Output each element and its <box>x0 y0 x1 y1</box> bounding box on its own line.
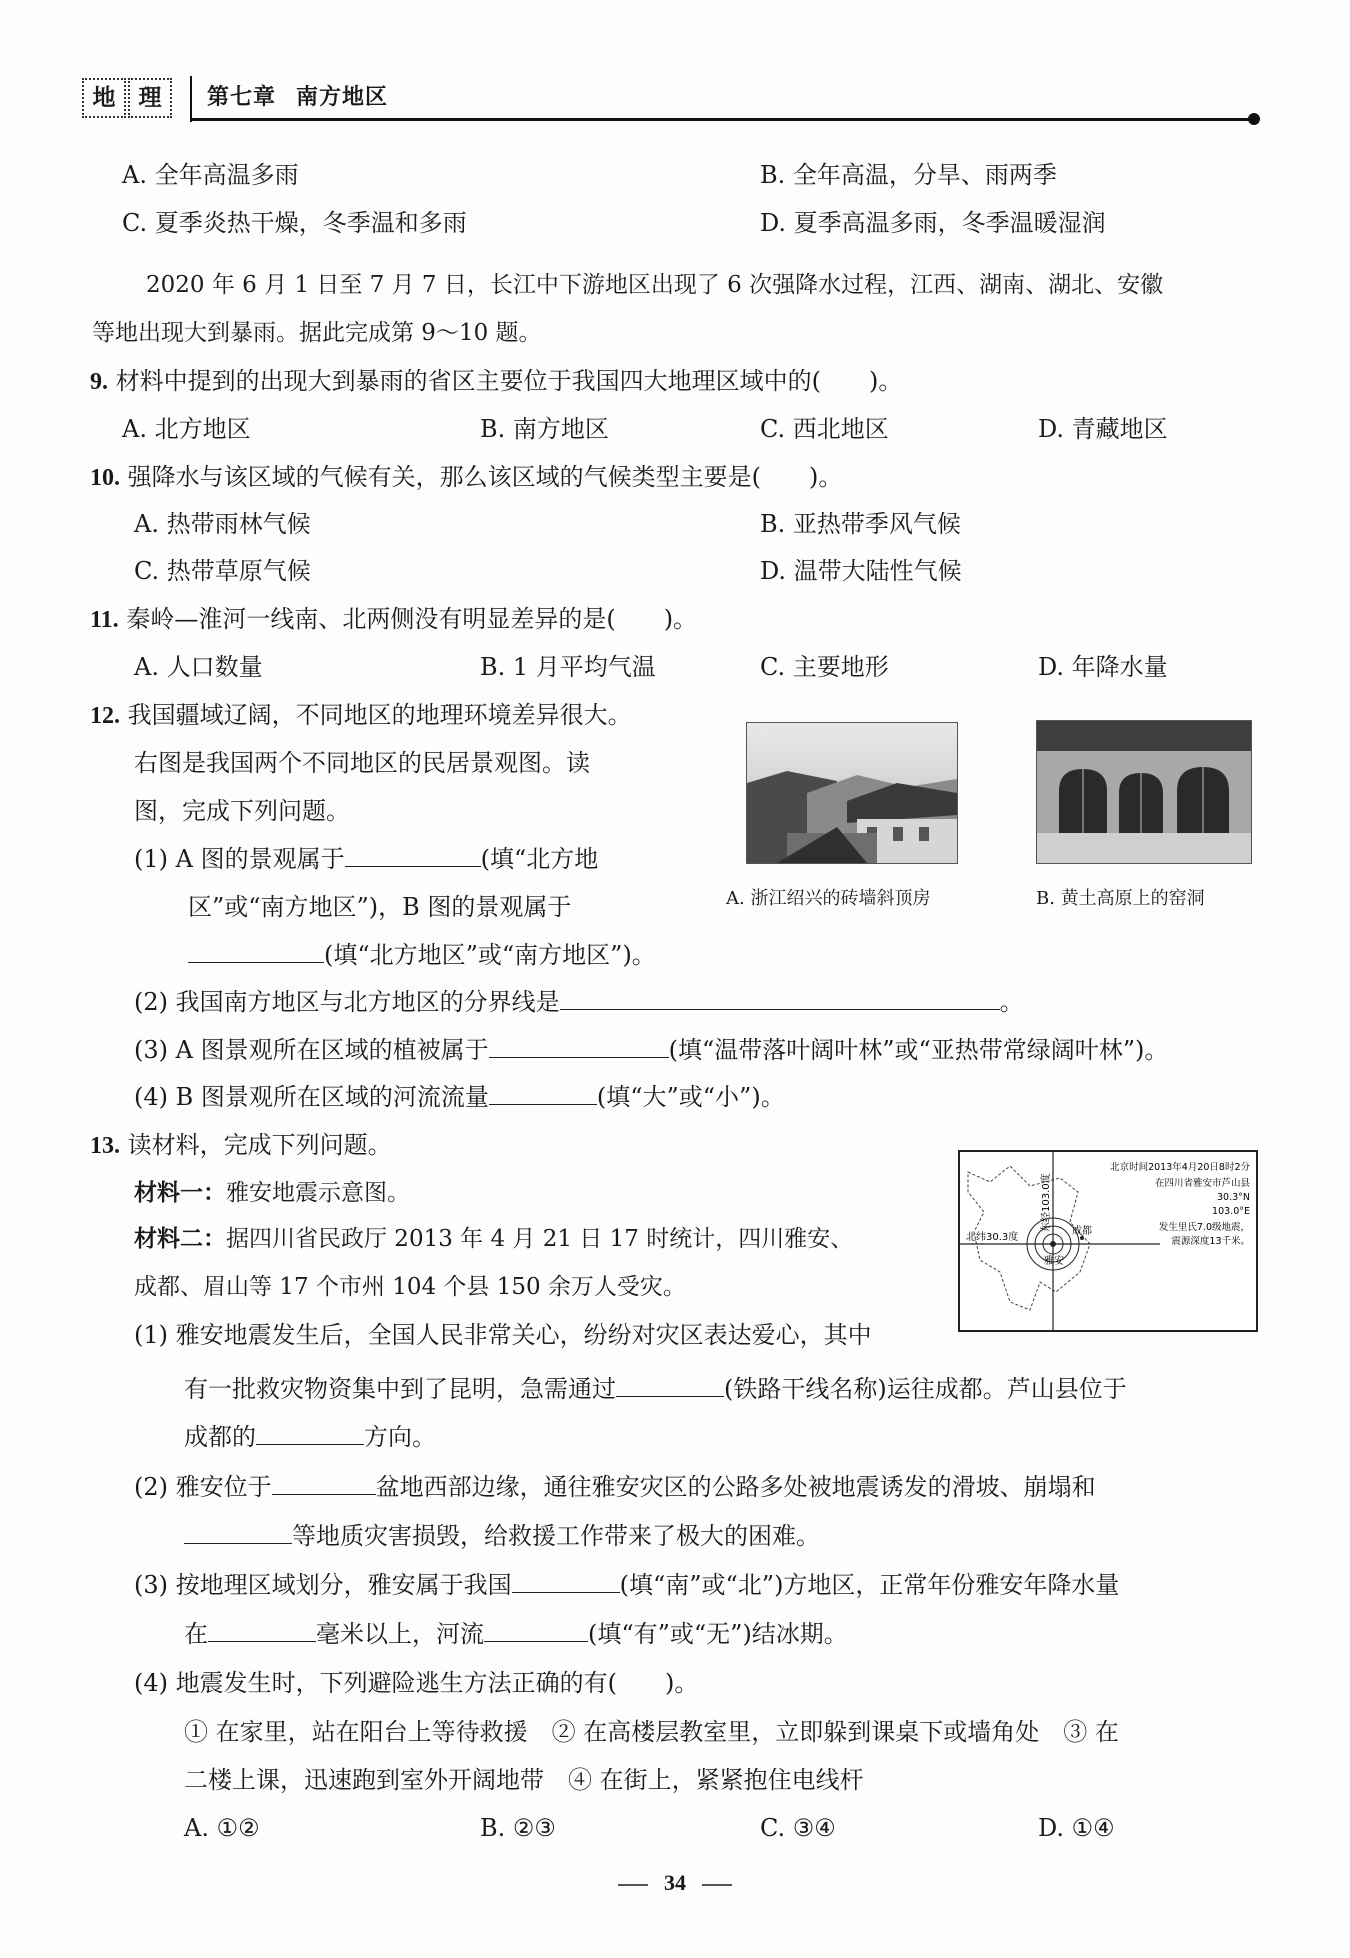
q9-option-b: B. 南方地区 <box>480 415 609 443</box>
q12-p1-label: (1) A 图的景观属于 <box>134 845 345 873</box>
photo-a-image <box>747 723 957 863</box>
q12-p1-hint-2: (填“北方地区”或“南方地区”)。 <box>324 941 656 969</box>
q13-text: 读材料，完成下列问题。 <box>127 1131 392 1159</box>
page-number <box>0 1870 1350 1896</box>
q13-p3-text-a: (3) 按地理区域划分，雅安属于我国 <box>134 1571 512 1599</box>
q12-part1-line2: 区”或“南方地区”)，B 图的景观属于 <box>188 893 572 921</box>
q12-p4-text: (4) B 图景观所在区域的河流流量 <box>134 1083 489 1111</box>
q13-part1-line3 <box>184 1420 436 1454</box>
q12-stem-1 <box>90 698 632 733</box>
q13-part3-line1 <box>134 1568 1119 1602</box>
q12-part4 <box>134 1080 785 1114</box>
q12-p4-hint: (填“大”或“小”)。 <box>596 1083 785 1111</box>
q12-p2-blank[interactable] <box>560 987 1000 1010</box>
subject-badge <box>82 78 174 118</box>
q8-option-d: D. 夏季高温多雨，冬季温暖湿润 <box>760 209 1106 237</box>
map-info-6: 震源深度13千米。 <box>1171 1236 1250 1247</box>
q13-material-1 <box>134 1176 410 1210</box>
q13-m1-text: 雅安地震示意图。 <box>226 1180 410 1206</box>
q12-part3 <box>134 1033 1168 1067</box>
q13-m2-text-a: 据四川省民政厅 2013 年 4 月 21 日 17 时统计，四川雅安、 <box>226 1226 854 1252</box>
q13-part4-stem: (4) 地震发生时，下列避险逃生方法正确的有( )。 <box>134 1669 699 1697</box>
q13-part3-line2 <box>184 1617 848 1651</box>
q13-p1-text-e: 方向。 <box>364 1423 436 1451</box>
q13-p1-blank-railway[interactable] <box>616 1374 724 1397</box>
q13-p1-text-d: 成都的 <box>184 1423 256 1451</box>
map-lon-label: 东经103.0度 <box>1041 1173 1052 1232</box>
q13-p2-blank-basin[interactable] <box>272 1472 376 1495</box>
q10-text: 强降水与该区域的气候有关，那么该区域的气候类型主要是( )。 <box>127 463 843 491</box>
page-header <box>82 72 1262 122</box>
map-info-3: 30.3°N <box>1216 1192 1250 1203</box>
subject-char-2: 理 <box>128 78 172 118</box>
q11-option-a: A. 人口数量 <box>134 653 263 681</box>
map-info-5: 发生里氏7.0级地震， <box>1158 1222 1250 1233</box>
q9-stem <box>90 364 902 399</box>
q13-option-b: B. ②③ <box>480 1814 556 1842</box>
q13-p1-text-b: 有一批救灾物资集中到了昆明，急需通过 <box>184 1375 616 1403</box>
q11-stem <box>90 602 697 637</box>
q13-p3-text-b: (填“南”或“北”)方地区，正常年份雅安年降水量 <box>619 1571 1120 1599</box>
q12-part1-line1 <box>134 842 598 876</box>
photo-b-caption: B. 黄土高原上的窑洞 <box>1036 888 1205 909</box>
q10-option-d: D. 温带大陆性气候 <box>760 557 962 585</box>
q13-p3-blank-rainfall[interactable] <box>208 1619 316 1642</box>
q12-part2 <box>134 985 1024 1019</box>
map-info-2: 在四川省雅安市芦山县 <box>1154 1178 1250 1189</box>
q13-m1-label: 材料一： <box>134 1179 226 1206</box>
photo-b-cave-dwellings <box>1036 720 1252 864</box>
q12-stem-3: 图，完成下列问题。 <box>134 797 350 825</box>
q10-stem <box>90 460 842 495</box>
q12-p1-blank-1[interactable] <box>345 844 481 867</box>
q8-option-c: C. 夏季炎热干燥，冬季温和多雨 <box>122 209 467 237</box>
material-line-1: 2020 年 6 月 1 日至 7 月 7 日，长江中下游地区出现了 6 次强降水过程，江西、湖南、湖北、安徽 <box>146 272 1164 298</box>
q12-part1-line3 <box>188 938 656 972</box>
q13-material-2 <box>134 1222 853 1256</box>
q9-number: 9. <box>90 369 108 395</box>
q9-option-d: D. 青藏地区 <box>1038 415 1168 443</box>
q9-option-c: C. 西北地区 <box>760 415 889 443</box>
page-number-text: 34 <box>664 1870 686 1895</box>
q13-part4-options-2: 二楼上课，迅速跑到室外开阔地带 ④ 在街上，紧紧抱住电线杆 <box>184 1766 864 1794</box>
q9-option-a: A. 北方地区 <box>122 415 251 443</box>
q11-number: 11. <box>90 607 119 633</box>
q12-p3-hint: (填“温带落叶阔叶林”或“亚热带常绿阔叶林”)。 <box>668 1036 1169 1064</box>
map-graphic <box>960 1152 1256 1330</box>
q12-p3-text: (3) A 图景观所在区域的植被属于 <box>134 1036 489 1064</box>
epicenter-dot <box>1050 1241 1056 1247</box>
q13-material-2-cont: 成都、眉山等 17 个市州 104 个县 150 余万人受灾。 <box>134 1274 686 1300</box>
q13-p2-text-a: (2) 雅安位于 <box>134 1473 272 1501</box>
q13-p1-blank-direction[interactable] <box>256 1422 364 1445</box>
map-lat-label: 北纬30.3度 <box>966 1232 1019 1243</box>
q8-option-b: B. 全年高温，分旱、雨两季 <box>760 161 1057 189</box>
header-rule <box>192 118 1252 121</box>
q10-number: 10. <box>90 465 120 491</box>
q12-p1-hint: (填“北方地 <box>480 845 599 873</box>
q10-option-c: C. 热带草原气候 <box>134 557 311 585</box>
q13-p1-text-c: (铁路干线名称)运往成都。芦山县位于 <box>724 1375 1127 1403</box>
subject-char-1: 地 <box>82 78 126 118</box>
q13-part2-line2 <box>184 1519 820 1553</box>
q12-stem-2: 右图是我国两个不同地区的民居景观图。读 <box>134 749 590 777</box>
q13-p2-text-c: 等地质灾害损毁，给救援工作带来了极大的困难。 <box>292 1522 820 1550</box>
q8-option-a: A. 全年高温多雨 <box>122 161 299 189</box>
page-number-dash-left <box>618 1884 648 1886</box>
q13-p3-blank-region[interactable] <box>512 1570 620 1593</box>
q10-option-a: A. 热带雨林气候 <box>134 510 311 538</box>
q13-p3-blank-freeze[interactable] <box>484 1619 588 1642</box>
q12-p2-end: 。 <box>999 988 1024 1016</box>
q11-option-c: C. 主要地形 <box>760 653 889 681</box>
map-info-4: 103.0°E <box>1212 1206 1250 1217</box>
q13-option-c: C. ③④ <box>760 1814 836 1842</box>
chapter-number: 第七章 <box>207 84 277 110</box>
q12-number: 12. <box>90 703 120 729</box>
q13-m2-label: 材料二： <box>134 1225 226 1252</box>
chapter-title <box>207 80 388 111</box>
q11-option-d: D. 年降水量 <box>1038 653 1168 681</box>
chapter-name: 南方地区 <box>296 84 389 110</box>
q13-p2-text-b: 盆地西部边缘，通往雅安灾区的公路多处被地震诱发的滑坡、崩塌和 <box>375 1473 1096 1501</box>
map-info-1: 北京时间2013年4月20日8时2分 <box>1110 1162 1250 1173</box>
q13-p3-text-d: 毫米以上，河流 <box>316 1620 484 1648</box>
header-divider <box>190 76 192 122</box>
map-city-chengdu: 成都 <box>1072 1226 1092 1237</box>
map-city-yaan: 雅安 <box>1044 1256 1064 1267</box>
photo-a-brick-houses <box>746 722 958 864</box>
q12-p4-blank[interactable] <box>489 1082 597 1105</box>
q11-option-b: B. 1 月平均气温 <box>480 653 656 681</box>
q13-part2-line1 <box>134 1470 1096 1504</box>
q12-p1-blank-2[interactable] <box>188 940 324 963</box>
q12-p2-text: (2) 我国南方地区与北方地区的分界线是 <box>134 988 560 1016</box>
photo-b-image <box>1037 721 1251 863</box>
q13-part1-line2 <box>184 1372 1127 1406</box>
photo-a-caption: A. 浙江绍兴的砖墙斜顶房 <box>726 888 931 909</box>
q9-text: 材料中提到的出现大到暴雨的省区主要位于我国四大地理区域中的( )。 <box>115 367 903 395</box>
q13-option-a: A. ①② <box>184 1814 260 1842</box>
q13-p2-blank-disaster[interactable] <box>184 1521 292 1544</box>
q13-option-d: D. ①④ <box>1038 1814 1115 1842</box>
header-rule-dot <box>1248 113 1260 125</box>
page-number-dash-right <box>702 1884 732 1886</box>
q11-text: 秦岭—淮河一线南、北两侧没有明显差异的是( )。 <box>126 605 698 633</box>
q13-part1-line1: (1) 雅安地震发生后，全国人民非常关心，纷纷对灾区表达爱心，其中 <box>134 1321 872 1349</box>
q12-text-1: 我国疆域辽阔，不同地区的地理环境差异很大。 <box>127 701 632 729</box>
q13-p3-text-c: 在 <box>184 1620 208 1648</box>
q13-p3-text-e: (填“有”或“无”)结冰期。 <box>588 1620 848 1648</box>
yaan-earthquake-map <box>958 1150 1258 1332</box>
q13-number: 13. <box>90 1133 120 1159</box>
material-line-2: 等地出现大到暴雨。据此完成第 9～10 题。 <box>92 320 542 346</box>
q12-p3-blank[interactable] <box>489 1035 669 1058</box>
q13-stem <box>90 1128 392 1163</box>
q10-option-b: B. 亚热带季风气候 <box>760 510 961 538</box>
q13-part4-options-1: ① 在家里，站在阳台上等待救援 ② 在高楼层教室里，立即躲到课桌下或墙角处 ③ 在 <box>184 1718 1119 1746</box>
